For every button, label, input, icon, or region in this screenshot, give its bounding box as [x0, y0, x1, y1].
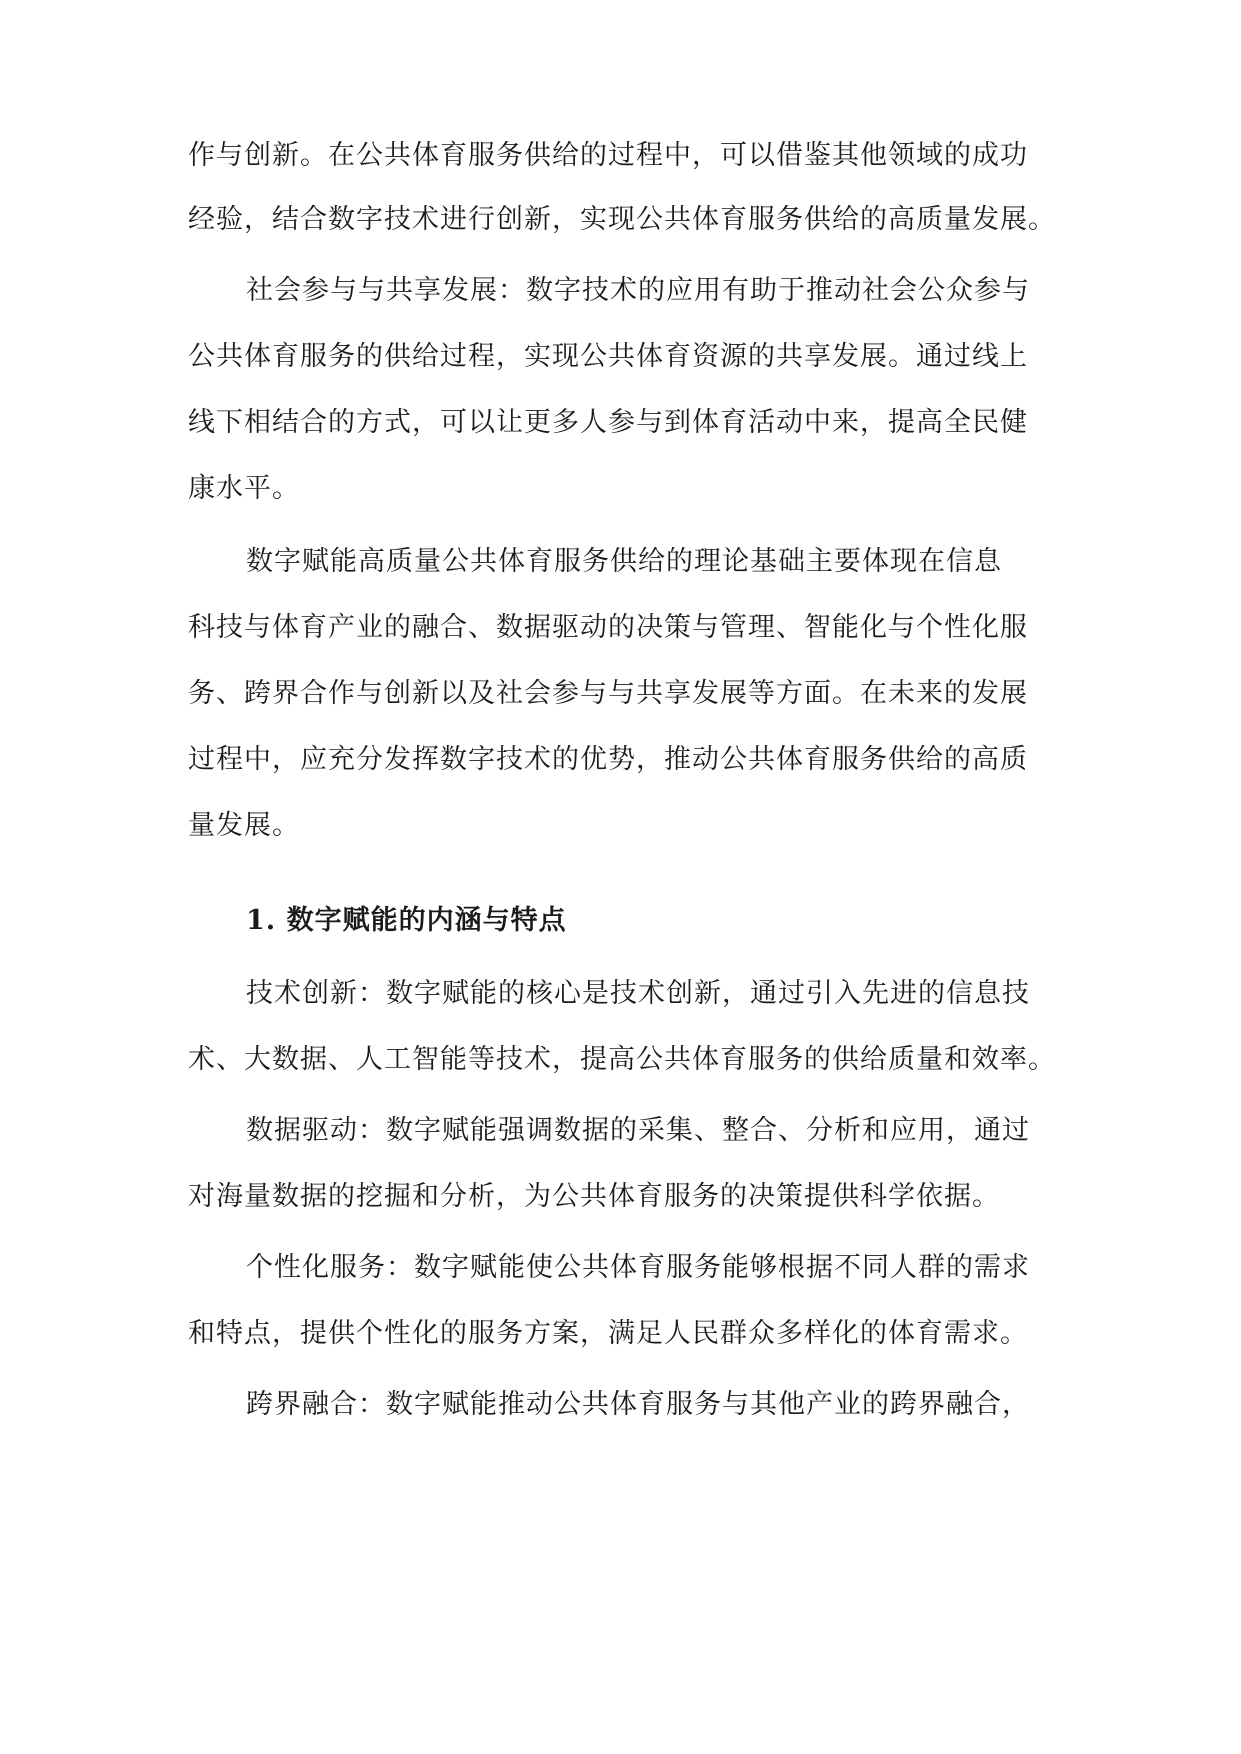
paragraph-line: 术、大数据、人工智能等技术，提高公共体育服务的供给质量和效率。 [188, 1044, 1056, 1075]
section-heading: 1. 数字赋能的内涵与特点 [246, 905, 567, 936]
paragraph-line: 经验，结合数字技术进行创新，实现公共体育服务供给的高质量发展。 [188, 204, 1056, 235]
paragraph-line: 科技与体育产业的融合、数据驱动的决策与管理、智能化与个性化服 [188, 612, 1028, 643]
paragraph-line: 数据驱动：数字赋能强调数据的采集、整合、分析和应用，通过 [246, 1115, 1030, 1146]
paragraph-line: 对海量数据的挖掘和分析，为公共体育服务的决策提供科学依据。 [188, 1181, 1000, 1212]
paragraph-line: 作与创新。在公共体育服务供给的过程中，可以借鉴其他领域的成功 [188, 140, 1028, 171]
paragraph-line: 过程中，应充分发挥数字技术的优势，推动公共体育服务供给的高质 [188, 744, 1028, 775]
paragraph-line: 公共体育服务的供给过程，实现公共体育资源的共享发展。通过线上 [188, 341, 1028, 372]
paragraph-line: 康水平。 [188, 473, 300, 504]
paragraph-line: 务、跨界合作与创新以及社会参与与共享发展等方面。在未来的发展 [188, 678, 1028, 709]
paragraph-line: 数字赋能高质量公共体育服务供给的理论基础主要体现在信息 [246, 546, 1002, 577]
paragraph-line: 社会参与与共享发展：数字技术的应用有助于推动社会公众参与 [246, 275, 1030, 306]
paragraph-line: 跨界融合：数字赋能推动公共体育服务与其他产业的跨界融合， [246, 1389, 1030, 1420]
paragraph-line: 和特点，提供个性化的服务方案，满足人民群众多样化的体育需求。 [188, 1318, 1028, 1349]
paragraph-line: 线下相结合的方式，可以让更多人参与到体育活动中来，提高全民健 [188, 407, 1028, 438]
paragraph-line: 个性化服务：数字赋能使公共体育服务能够根据不同人群的需求 [246, 1252, 1030, 1283]
paragraph-line: 技术创新：数字赋能的核心是技术创新，通过引入先进的信息技 [246, 978, 1030, 1009]
paragraph-line: 量发展。 [188, 810, 300, 841]
